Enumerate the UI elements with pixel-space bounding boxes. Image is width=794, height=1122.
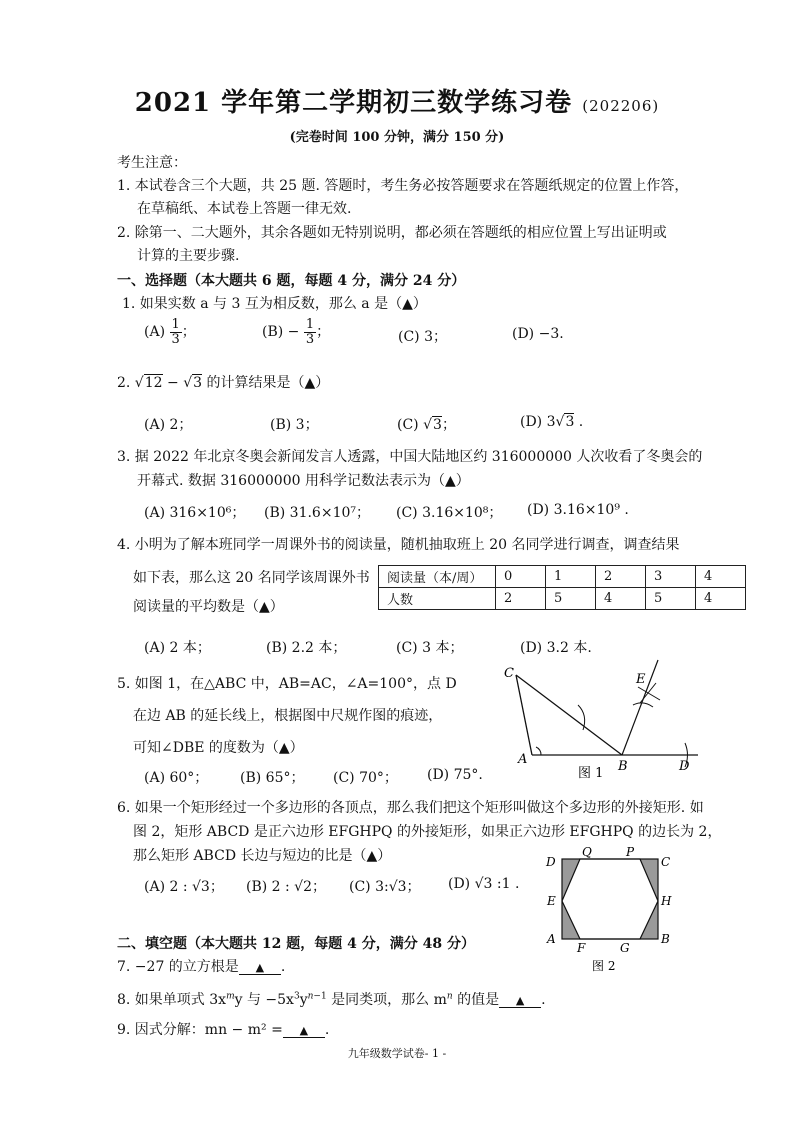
question-1: 1. 如果实数 a 与 3 互为相反数，那么 a 是（▲） <box>122 296 427 312</box>
segment-cb <box>516 675 622 755</box>
question-5-line-1: 5. 如图 1，在△ABC 中，AB=AC，∠A=100°，点 D <box>117 676 457 692</box>
table-cell: 5 <box>546 588 596 610</box>
label-e: E <box>547 894 556 908</box>
label-b: B <box>661 932 670 946</box>
question-4-line-3: 阅读量的平均数是（▲） <box>133 599 284 615</box>
question-8: 8. 如果单项式 $3x^my$ 与 $-5x^3y^{n-1}$ 是同类项，那么 $m^n$ 的值是 ▲ . <box>117 991 546 1008</box>
label-q: Q <box>582 845 592 859</box>
note-1-line-2: 在草稿纸、本试卷上答题一律无效. <box>137 201 352 217</box>
fraction-one-third: $\frac{1}{3}$ <box>305 317 315 347</box>
note-1-line-1: 1. 本试卷含三个大题，共 25 题. 答题时，考生务必按答题要求在答题纸规定的位置上作答， <box>117 178 689 194</box>
label-a: A <box>547 932 556 946</box>
label-c: C <box>661 855 671 869</box>
label-d: D <box>679 759 690 774</box>
reading-table <box>378 565 746 610</box>
table-cell: 2 <box>496 588 546 610</box>
q5-option-d: (D) 75°. <box>427 767 483 783</box>
table-cell: 4 <box>696 566 746 588</box>
figure-1-caption: 图 1 <box>578 766 604 781</box>
q4-option-c: (C) 3 本； <box>396 640 464 656</box>
q3-option-b: (B) 31.6×10⁷； <box>264 505 370 521</box>
section-2-heading: 二、填空题（本大题共 12 题，每题 4 分，满分 48 分） <box>117 936 475 952</box>
q2-option-d: (D) 3√3 . <box>520 414 584 430</box>
question-3-line-2: 开幕式. 数据 316000000 用科学记数法表示为（▲） <box>137 473 470 489</box>
q6-option-d: (D) √3 :1 . <box>448 876 520 892</box>
label-f: F <box>577 941 586 955</box>
fraction-one-third: $\frac{1}{3}$ <box>171 317 180 347</box>
q3-option-c: (C) 3.16×10⁸； <box>396 505 503 521</box>
table-cell: 4 <box>696 588 746 610</box>
q1-option-b: (B) − $\frac{1}{3}$ ； <box>262 317 331 347</box>
label-b: B <box>618 759 628 774</box>
question-2: 2. √12 − √3 的计算结果是（▲） <box>117 375 330 391</box>
rectangle-abcd <box>562 859 658 939</box>
figure-1 <box>498 655 708 790</box>
question-4-line-1: 4. 小明为了解本班同学一周课外书的阅读量，随机抽取班上 20 名同学进行调查，调查结果 <box>117 537 680 553</box>
table-cell: 阅读量（本/周） <box>379 566 496 588</box>
table-cell: 5 <box>646 588 696 610</box>
label-e: E <box>636 672 646 687</box>
table-cell: 1 <box>546 566 596 588</box>
q2-option-b: (B) 3； <box>270 417 319 433</box>
answer-blank: ▲ <box>499 994 541 1008</box>
question-6-line-3: 那么矩形 ABCD 长边与短边的比是（▲） <box>133 848 392 864</box>
question-5-line-2: 在边 AB 的延长线上，根据图中尺规作图的痕迹， <box>133 708 443 724</box>
table-cell: 人数 <box>379 588 496 610</box>
figure-2 <box>540 844 680 974</box>
q4-option-d: (D) 3.2 本. <box>520 640 592 656</box>
q1-option-d: (D) −3. <box>512 326 564 342</box>
note-2-line-2: 计算的主要步骤. <box>137 248 240 264</box>
label-g: G <box>620 941 630 955</box>
title-code: (202206) <box>582 97 660 115</box>
page-title <box>0 82 794 119</box>
label-d: D <box>546 855 556 869</box>
q5-option-b: (B) 65°； <box>240 770 305 786</box>
q3-option-a: (A) 316×10⁶； <box>144 505 246 521</box>
question-6-line-1: 6. 如果一个矩形经过一个多边形的各顶点，那么我们把这个矩形叫做这个多边形的外接矩形. 如 <box>117 800 704 816</box>
question-9: 9. 因式分解：mn − m² = ▲ . <box>117 1022 330 1038</box>
q6-option-b: (B) 2 : √2； <box>246 879 327 895</box>
label-h: H <box>661 894 672 908</box>
notes-heading: 考生注意： <box>117 155 187 171</box>
q6-option-a: (A) 2 : √3； <box>144 879 224 895</box>
q5-option-c: (C) 70°； <box>333 770 398 786</box>
q1-option-c: (C) 3； <box>398 329 447 345</box>
table-row <box>379 588 746 610</box>
angle-a-mark <box>536 747 541 755</box>
q4-option-a: (A) 2 本； <box>144 640 211 656</box>
table-cell: 2 <box>596 566 646 588</box>
answer-blank: ▲ <box>239 961 281 975</box>
table-cell: 3 <box>646 566 696 588</box>
q4-option-b: (B) 2.2 本； <box>266 640 347 656</box>
label-c: C <box>504 666 514 681</box>
note-2-line-1: 2. 除第一、二大题外，其余各题如无特别说明，都必须在答题纸的相应位置上写出证明或 <box>117 225 667 241</box>
question-6-line-2: 图 2，矩形 ABCD 是正六边形 EFGHPQ 的外接矩形，如果正六边形 EFGHPQ 的边长为 2， <box>133 824 722 840</box>
table-row <box>379 566 746 588</box>
table-cell: 4 <box>596 588 646 610</box>
q2-option-c: (C) √3； <box>397 417 456 433</box>
table-cell: 0 <box>496 566 546 588</box>
page-footer: 九年级数学试卷- 1 - <box>347 1047 447 1060</box>
question-4-line-2: 如下表，那么这 20 名同学该周课外书 <box>133 570 370 586</box>
hexagon-efghpq <box>562 859 658 939</box>
q6-option-c: (C) 3:√3； <box>349 879 421 895</box>
arc-mark-2 <box>633 703 653 707</box>
question-3-line-1: 3. 据 2022 年北京冬奥会新闻发言人透露，中国大陆地区约 316000000 人次收看了冬奥会的 <box>117 449 703 465</box>
question-5-line-3: 可知∠DBE 的度数为（▲） <box>133 740 304 756</box>
q1-option-a: (A) $\frac{1}{3}$ ； <box>144 317 196 347</box>
section-1-heading: 一、选择题（本大题共 6 题，每题 4 分，满分 24 分） <box>117 273 466 289</box>
figure-2-caption: 图 2 <box>592 959 616 973</box>
q2-option-a: (A) 2； <box>144 417 193 433</box>
q3-option-d: (D) 3.16×10⁹ . <box>527 502 629 518</box>
title-text: 2021 学年第二学期初三数学练习卷 <box>134 88 573 118</box>
label-a: A <box>518 752 528 767</box>
question-7: 7. −27 的立方根是 ▲ . <box>117 959 286 975</box>
page-subtitle: (完卷时间 100 分钟，满分 150 分) <box>289 130 505 145</box>
segment-ac <box>516 675 532 755</box>
arc-mark-1 <box>578 705 585 730</box>
label-p: P <box>626 845 635 859</box>
q5-option-a: (A) 60°； <box>144 770 209 786</box>
answer-blank: ▲ <box>283 1024 325 1038</box>
